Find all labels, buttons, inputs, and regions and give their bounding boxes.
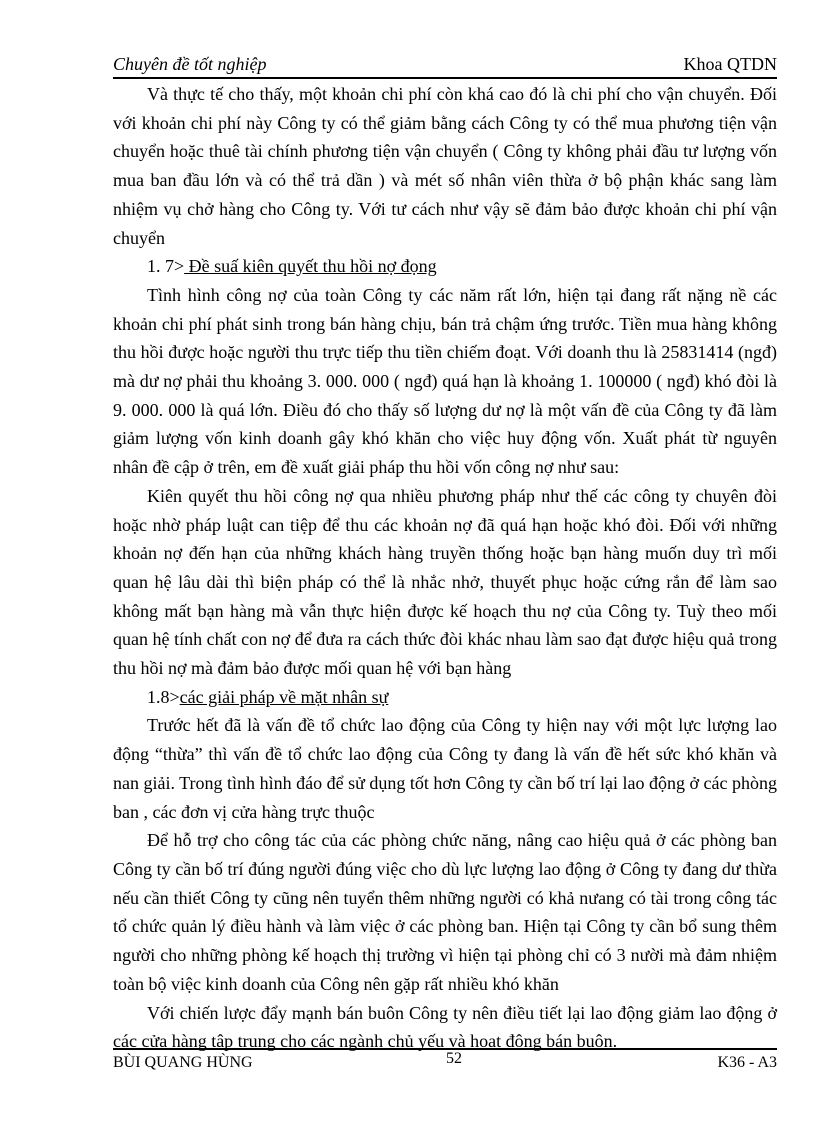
paragraph-transport-cost: Và thực tế cho thấy, một khoản chi phí còn khá cao đó là chi phí cho vận chuyển. Đối với khoản chi phí này Công ty có thể giảm bằng cách Công ty có thể mua phương tiện vận chuyển hoặc thuê tài chính phương tiện vận chuyển ( Công ty không phải đầu tư lượng vốn mua ban đầu lớn và có thể trả dần ) và mét số nhân viên thừa ở bộ phận khác sang làm nhiệm vụ chở hàng cho Công ty. Với tư cách như vậy sẽ đảm bảo được khoản chi phí vận chuyển — [113, 84, 777, 248]
page-footer — [113, 1052, 777, 1076]
paragraph-debt-situation: Tình hình công nợ của toàn Công ty các năm rất lớn, hiện tại đang rất nặng nề các khoản chi phí phát sinh trong bán hàng chịu, bán trả chậm ứng trước. Tiền mua hàng không thu hồi được hoặc người thu trực tiếp thu tiền chiếm đoạt. Với doanh thu là 25831414 (ngđ) mà dư nợ phải thu khoảng 3. 000. 000 ( ngđ) quá hạn là khoảng 1. 100000 ( ngđ) khó đòi là 9. 000. 000 là quá lớn. Điều đó cho thấy số lượng dư nợ là một vấn đề của Công ty đã làm giảm lượng vốn kinh doanh gây khó khăn cho việc huy động vốn. Xuất phát từ nguyên nhân đề cập ở trên, em đề xuất giải pháp thu hồi vốn công nợ như sau: — [113, 284, 777, 478]
footer-author: BÙI QUANG HÙNG — [113, 1054, 253, 1071]
paragraph-labor-organization: Trước hết đã là vấn đề tổ chức lao động của Công ty hiện nay với một lực lượng lao động “thừa” thì vấn đề tổ chức lao động của Công ty đang là vấn đề hết sức khó khăn và nan giải. Trong tình hình đáo để sử dụng tốt hơn Công ty cần bố trí lại lao động ở các phòng ban , các đơn vị cửa hàng trực thuộc — [113, 715, 777, 822]
section-heading-1-7 — [113, 252, 777, 281]
header-faculty: Khoa QTDN — [683, 54, 777, 74]
section-heading-1-8 — [113, 683, 777, 712]
paragraph-wholesale-strategy: Với chiến lược đẩy mạnh bán buôn Công ty nên điều tiết lại lao động giảm lao động ở các cửa hàng tập trung cho các ngành chủ yếu và hoạt động bán buôn. — [113, 1002, 777, 1052]
document-body — [113, 80, 777, 1056]
page-number: 52 — [446, 1050, 462, 1067]
section-title: các giải pháp về mặt nhân sự — [179, 686, 389, 707]
footer-divider — [113, 1048, 777, 1050]
header-divider — [113, 77, 777, 79]
section-number: 1. 7> — [147, 256, 185, 277]
header-title: Chuyên đề tốt nghiệp — [113, 54, 267, 74]
section-number: 1.8> — [147, 686, 180, 707]
footer-class: K36 - A3 — [717, 1054, 777, 1071]
paragraph-staff-allocation: Để hỗ trợ cho công tác của các phòng chức năng, nâng cao hiệu quả ở các phòng ban Công ty cần bố trí đúng người đúng việc cho dù lực lượng lao động ở Công ty đang dư thừa nếu cần thiết Công ty cũng nên tuyển thêm những người có khả nưang có tài trong công tác tổ chức quản lý điều hành và làm việc ở các phòng ban. Hiện tại Công ty cần bổ sung thêm người cho những phòng kế hoạch thị trường vì hiện tại phòng chỉ có 3 nười mà đảm nhiệm toàn bộ việc kinh doanh của Công nên gặp rất nhiều khó khăn — [113, 830, 777, 994]
section-title: Đề suấ kiên quyết thu hồi nợ đọng — [184, 256, 437, 277]
paragraph-debt-solution: Kiên quyết thu hồi công nợ qua nhiều phương pháp như thế các công ty chuyên đòi hoặc nhờ pháp luật can tiệp để thu các khoản nợ đã quá hạn hoặc khó đòi. Đối với những khoản nợ đến hạn của những khách hàng truyền thống hoặc bạn hàng muốn duy trì mối quan hệ lâu dài thì biện pháp có thể là nhắc nhở, thuyết phục hoặc cứng rắn để làm sao không mất bạn hàng mà vẫn thực hiện được kế hoạch thu nợ của Công ty. Tuỳ theo mối quan hệ tính chất con nợ để đưa ra cách thức đòi khác nhau làm sao đạt được hiệu quả trong thu hồi nợ mà đảm bảo được mối quan hệ với bạn hàng — [113, 485, 777, 679]
